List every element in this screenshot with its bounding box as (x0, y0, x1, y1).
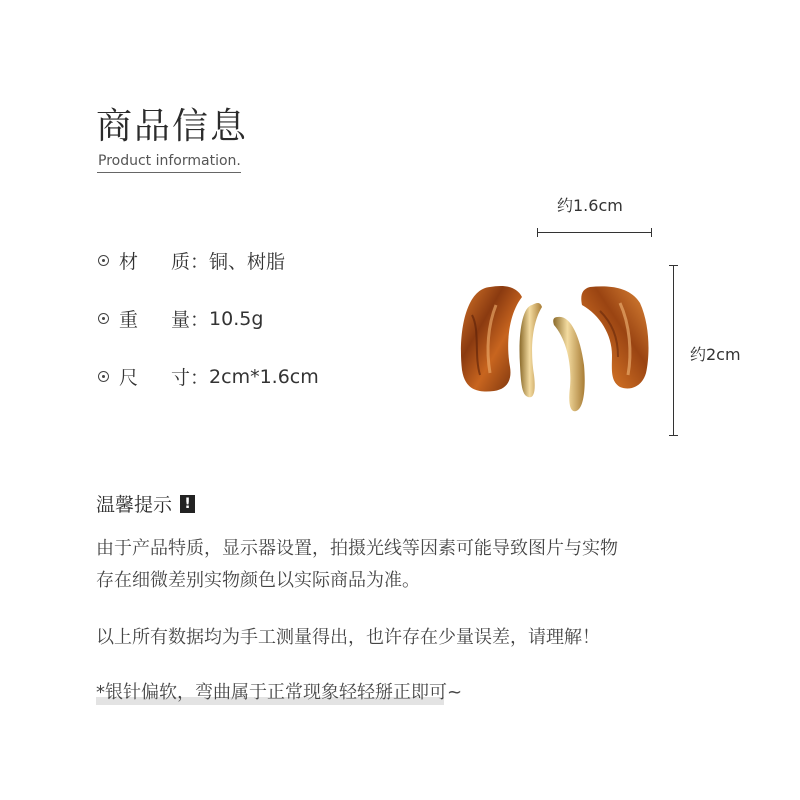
height-dimension-cap-bottom (669, 435, 678, 436)
page-title: 商品信息 (96, 106, 249, 147)
right-resin-hoop (581, 286, 648, 388)
tips-heading (96, 490, 195, 517)
spec-key-second: 量 (171, 309, 191, 331)
height-dimension-label: 约2cm (690, 345, 741, 364)
spec-key-second: 寸 (171, 367, 191, 389)
page-subtitle: Product information. (98, 153, 241, 169)
width-dimension-cap-left (537, 228, 538, 237)
height-dimension-cap-top (669, 265, 678, 266)
spec-key-first: 尺 (119, 367, 139, 389)
right-gold-band (553, 317, 585, 411)
left-resin-hoop (461, 286, 522, 392)
bullet-icon (98, 255, 109, 266)
spec-key-first: 重 (119, 309, 139, 331)
width-dimension-cap-right (651, 228, 652, 237)
width-dimension-line (537, 232, 652, 233)
bullet-icon (98, 371, 109, 382)
tips-title: 温馨提示 (96, 494, 173, 516)
height-dimension-line (673, 265, 674, 436)
spec-value: 10.5g (209, 307, 264, 330)
bullet-icon (98, 313, 109, 324)
tips-note: *银针偏软，弯曲属于正常现象轻轻掰正即可~ (96, 682, 463, 703)
earring-product-image (450, 275, 660, 420)
spec-row-size: 尺 寸 ： 2cm*1.6cm (98, 363, 319, 390)
tips-line-2: 存在细微差别实物颜色以实际商品为准。 (96, 570, 420, 591)
tips-line-3: 以上所有数据均为手工测量得出，也许存在少量误差，请理解！ (96, 627, 600, 648)
spec-value: 2cm*1.6cm (209, 365, 319, 388)
spec-row-weight: 重 量 ： 10.5g (98, 305, 263, 332)
width-dimension-label: 约1.6cm (557, 196, 623, 215)
spec-row-material: 材 质 ： 铜、树脂 (98, 247, 285, 274)
subtitle-underline (97, 172, 241, 173)
left-gold-band (520, 303, 543, 397)
spec-value: 铜、树脂 (209, 251, 286, 273)
spec-key-second: 质 (171, 251, 191, 273)
exclamation-icon: ! (180, 495, 195, 513)
tips-line-1: 由于产品特质，显示器设置，拍摄光线等因素可能导致图片与实物 (96, 538, 618, 559)
spec-key-first: 材 (119, 251, 139, 273)
